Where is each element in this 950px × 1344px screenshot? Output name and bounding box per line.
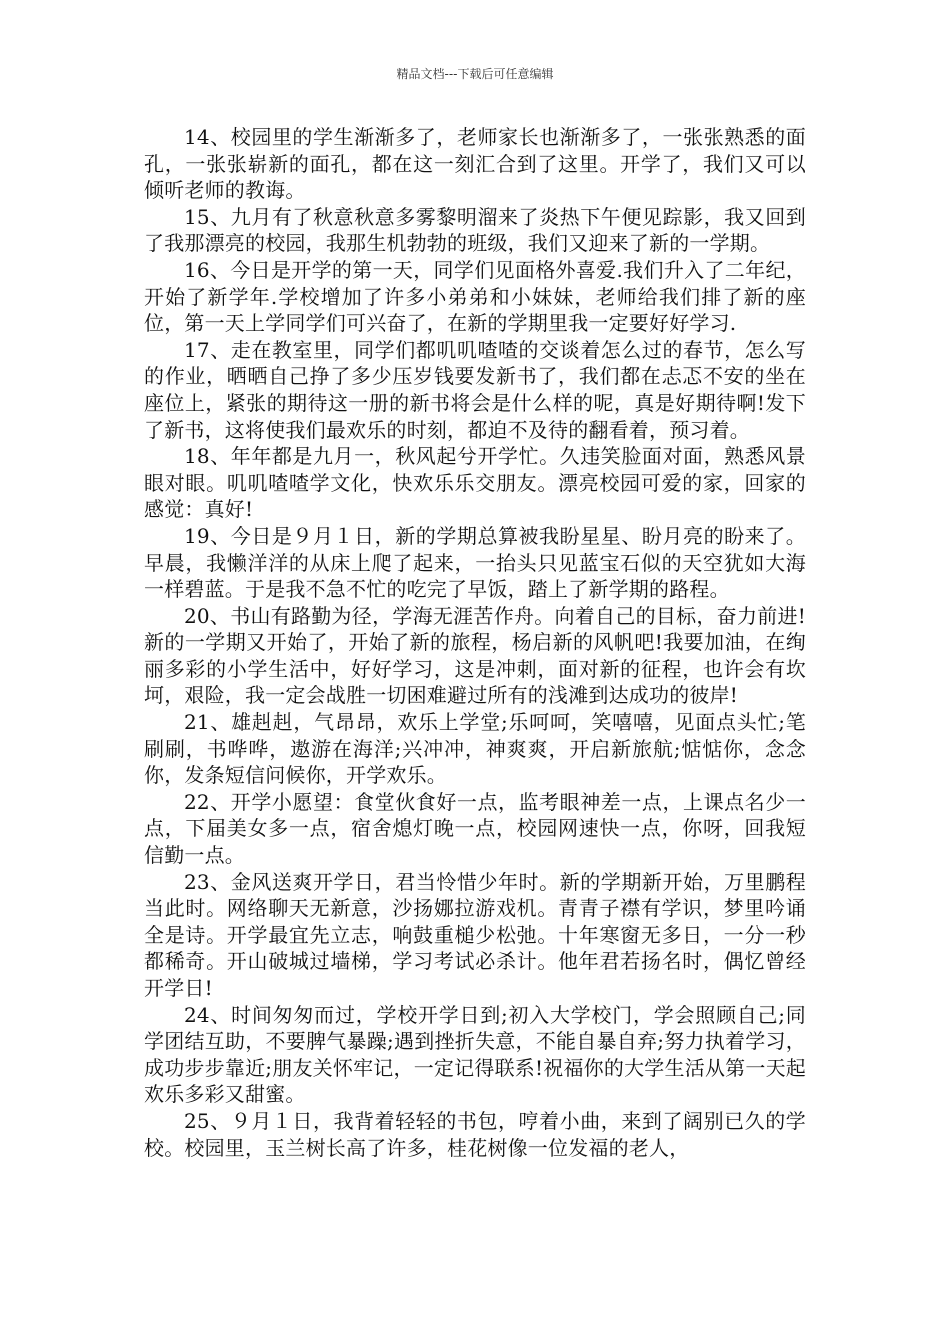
paragraph-17: 17、走在教室里，同学们都叽叽喳喳的交谈着怎么过的春节，怎么写的作业，晒晒自己挣了多少压岁钱要发新书了，我们都在忐忑不安的坐在座位上，紧张的期待这一册的新书将会是什么样的呢，真是好期待啊!发下了新书，这将使我们最欢乐的时刻，都迫不及待的翻看着，预习着。: [144, 337, 806, 442]
paragraph-23: 23、金风送爽开学日，君当怜惜少年时。新的学期新开始，万里鹏程当此时。网络聊天无新意，沙扬娜拉游戏机。青青子襟有学识，梦里吟诵全是诗。开学最宜先立志，响鼓重槌少松弛。十年寒窗无多日，一分一秒都稀奇。开山破城过墙梯，学习考试必杀计。他年君若扬名时，偶忆曾经开学日!: [144, 869, 806, 1000]
paragraph-16: 16、今日是开学的第一天，同学们见面格外喜爱.我们升入了二年纪，开始了新学年.学校增加了许多小弟弟和小妹妹，老师给我们排了新的座位，第一天上学同学们可兴奋了，在新的学期里我一定要好好学习.: [144, 257, 806, 336]
paragraph-22: 22、开学小愿望：食堂伙食好一点，监考眼神差一点，上课点名少一点，下届美女多一点，宿舍熄灯晚一点，校园网速快一点，你呀，回我短信勤一点。: [144, 789, 806, 868]
paragraph-20: 20、书山有路勤为径，学海无涯苦作舟。向着自己的目标，奋力前进!新的一学期又开始了，开始了新的旅程，杨启新的风帆吧!我要加油，在绚丽多彩的小学生活中，好好学习，这是冲刺，面对新的征程，也许会有坎坷，艰险，我一定会战胜一切困难避过所有的浅滩到达成功的彼岸!: [144, 603, 806, 708]
paragraph-25: 25、９月１日，我背着轻轻的书包，哼着小曲，来到了阔别已久的学校。校园里，玉兰树长高了许多，桂花树像一位发福的老人，: [144, 1108, 806, 1160]
paragraph-24: 24、时间匆匆而过，学校开学日到;初入大学校门，学会照顾自己;同学团结互助，不要脾气暴躁;遇到挫折失意，不能自暴自弃;努力执着学习，成功步步靠近;朋友关怀牢记，一定记得联系!祝福你的大学生活从第一天起欢乐多彩又甜蜜。: [144, 1002, 806, 1107]
page-header: 精品文档---下载后可任意编辑: [396, 67, 554, 81]
paragraph-15: 15、九月有了秋意秋意多雾黎明溜来了炎热下午便见踪影，我又回到了我那漂亮的校园，我那生机勃勃的班级，我们又迎来了新的一学期。: [144, 204, 806, 256]
paragraph-18: 18、年年都是九月一，秋风起兮开学忙。久违笑脸面对面，熟悉风景眼对眼。叽叽喳喳学文化，快欢乐乐交朋友。漂亮校园可爱的家，回家的感觉：真好!: [144, 444, 806, 522]
paragraph-19: 19、今日是９月１日，新的学期总算被我盼星星、盼月亮的盼来了。早晨，我懒洋洋的从床上爬了起来，一抬头只见蓝宝石似的天空犹如大海一样碧蓝。于是我不急不忙的吃完了早饭，踏上了新学期的路程。: [144, 523, 806, 602]
document-body: [144, 124, 806, 1161]
paragraph-14: 14、校园里的学生渐渐多了，老师家长也渐渐多了，一张张熟悉的面孔，一张张崭新的面孔，都在这一刻汇合到了这里。开学了，我们又可以倾听老师的教诲。: [144, 125, 806, 203]
paragraph-21: 21、雄赳赳，气昂昂，欢乐上学堂;乐呵呵，笑嘻嘻，见面点头忙;笔刷刷，书哗哗，遨游在海洋;兴冲冲，神爽爽，开启新旅航;惦惦你，念念你，发条短信问候你，开学欢乐。: [144, 710, 806, 788]
